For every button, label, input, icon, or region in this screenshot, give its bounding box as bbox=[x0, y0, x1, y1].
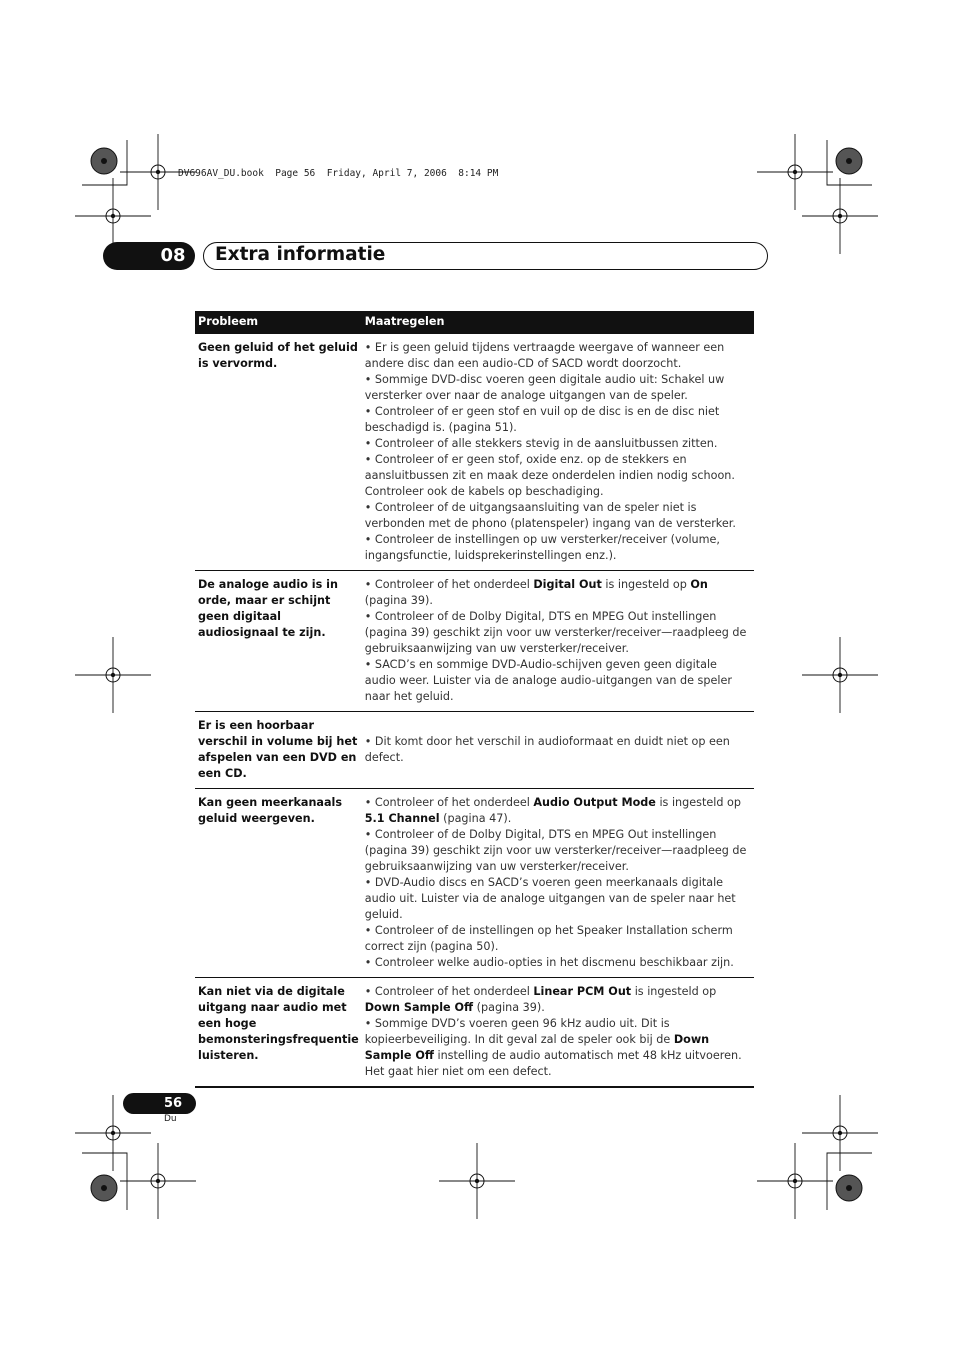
problem-cell: Geen geluid of het geluid is vervormd. bbox=[198, 341, 358, 370]
solution-item: • Controleer of de Dolby Digital, DTS en MPEG Out instellingen (pagina 39) geschikt zijn voor uw versterker/receiver—raadpleeg de gebruiksaanwijzing van uw versterker/receiver. bbox=[364, 828, 747, 873]
problem-cell: Er is een hoorbaar verschil in volume bij het afspelen van een DVD en een CD. bbox=[195, 712, 362, 789]
problem-cell: Kan niet via de digitale uitgang naar audio met een hoge bemonsteringsfrequentie luisteren. bbox=[195, 978, 362, 1088]
problem-cell: De analoge audio is in orde, maar er schijnt geen digitaal audiosignaal te zijn. bbox=[195, 571, 362, 712]
table-row bbox=[195, 571, 754, 712]
solution-cell bbox=[362, 978, 754, 1088]
solution-item: • Controleer of de uitgangsaansluiting van de speler niet is verbonden met de phono (platenspeler) ingang van de versterker. bbox=[364, 501, 736, 530]
registration-cross-icon bbox=[757, 134, 833, 210]
troubleshooting-table bbox=[195, 311, 754, 1088]
registration-cross-icon bbox=[120, 134, 196, 210]
solution-item: • Dit komt door het verschil in audioformaat en duidt niet op een defect. bbox=[364, 735, 730, 764]
solution-item: • Sommige DVD-disc voeren geen digitale audio uit: Schakel uw versterker over naar de analoge uitgangen van de speler. bbox=[364, 373, 725, 402]
solution-cell bbox=[362, 712, 754, 789]
solution-item: • Sommige DVD’s voeren geen 96 kHz audio uit. Dit is kopieerbeveiliging. In dit geval zal de speler ook bij de Down Sample Off instelling de audio automatisch met 48 kHz uitvoeren. Het gaat hier niet om een defect. bbox=[364, 1017, 742, 1078]
registration-cross-icon bbox=[75, 637, 151, 713]
table-row bbox=[195, 978, 754, 1088]
solution-item: • Er is geen geluid tijdens vertraagde weergave of wanneer een andere disc dan een audio-CD of SACD wordt doorzocht. bbox=[364, 341, 725, 370]
solution-item: • Controleer of de Dolby Digital, DTS en MPEG Out instellingen (pagina 39) geschikt zijn voor uw versterker/receiver—raadpleeg de gebruiksaanwijzing van uw versterker/receiver. bbox=[364, 610, 747, 655]
setting-value: Down Sample Off bbox=[364, 1001, 474, 1014]
registration-cross-icon bbox=[120, 1143, 196, 1219]
chapter-number-badge bbox=[103, 242, 195, 270]
problem-cell: Kan geen meerkanaals geluid weergeven. bbox=[195, 789, 362, 978]
registration-cross-icon bbox=[802, 1095, 878, 1171]
solution-item: • DVD-Audio discs en SACD’s voeren geen meerkanaals digitale audio uit. Luister via de analoge uitgangen van de speler naar het geluid. bbox=[364, 876, 736, 921]
registration-cross-icon bbox=[757, 1143, 833, 1219]
registration-cross-icon bbox=[802, 178, 878, 254]
table-header-row bbox=[195, 311, 754, 334]
page-number-badge bbox=[123, 1093, 196, 1114]
header-problem: Probleem bbox=[195, 311, 362, 334]
color-wheel-icon bbox=[836, 148, 862, 174]
solution-item: • Controleer welke audio-opties in het discmenu beschikbaar zijn. bbox=[364, 956, 734, 969]
solution-item: • Controleer of er geen stof en vuil op de disc is en de disc niet beschadigd is. (pagina 51). bbox=[364, 405, 720, 434]
solution-item: • SACD’s en sommige DVD-Audio-schijven geven geen digitale audio weer. Luister via de analoge audio-uitgangen van de speler naar het geluid. bbox=[364, 658, 732, 703]
print-header: DV696AV_DU.book Page 56 Friday, April 7, 2006 8:14 PM bbox=[178, 168, 499, 179]
color-wheel-icon bbox=[836, 1175, 862, 1201]
setting-name: Digital Out bbox=[533, 578, 602, 591]
page-language: Du bbox=[164, 1114, 177, 1124]
chapter-title: Extra informatie bbox=[215, 244, 386, 265]
table-row bbox=[195, 789, 754, 978]
solution-item: • Controleer of alle stekkers stevig in de aansluitbussen zitten. bbox=[364, 437, 718, 450]
color-wheel-icon bbox=[91, 1175, 117, 1201]
page-number: 56 bbox=[164, 1096, 183, 1111]
registration-cross-icon bbox=[802, 637, 878, 713]
solution-cell bbox=[362, 789, 754, 978]
setting-name: Down Sample Off bbox=[364, 1033, 710, 1062]
table-row bbox=[195, 712, 754, 789]
solution-cell bbox=[362, 334, 754, 571]
setting-name: Linear PCM Out bbox=[533, 985, 632, 998]
setting-value: 5.1 Channel bbox=[364, 812, 440, 825]
solution-item: • Controleer of het onderdeel Audio Output Mode is ingesteld op 5.1 Channel (pagina 47). bbox=[364, 796, 741, 825]
setting-name: Audio Output Mode bbox=[533, 796, 656, 809]
solution-item: • Controleer de instellingen op uw versterker/receiver (volume, ingangsfunctie, luidsprekerinstellingen enz.). bbox=[364, 533, 720, 562]
chapter-number: 08 bbox=[160, 245, 186, 266]
solution-cell bbox=[362, 571, 754, 712]
solution-item: • Controleer of het onderdeel Linear PCM Out is ingesteld op Down Sample Off (pagina 39). bbox=[364, 985, 717, 1014]
header-solution: Maatregelen bbox=[362, 311, 754, 334]
solution-item: • Controleer of er geen stof, oxide enz. op de stekkers en aansluitbussen zit en maak deze onderdelen indien nodig schoon. Controleer ook de kabels op beschadiging. bbox=[364, 453, 735, 498]
solution-item: • Controleer of de instellingen op het Speaker Installation scherm correct zijn (pagina 50). bbox=[364, 924, 733, 953]
registration-cross-icon bbox=[439, 1143, 515, 1219]
table-row bbox=[195, 334, 754, 571]
color-wheel-icon bbox=[91, 148, 117, 174]
setting-value: On bbox=[690, 578, 708, 591]
solution-item: • Controleer of het onderdeel Digital Out is ingesteld op On (pagina 39). bbox=[364, 578, 708, 607]
